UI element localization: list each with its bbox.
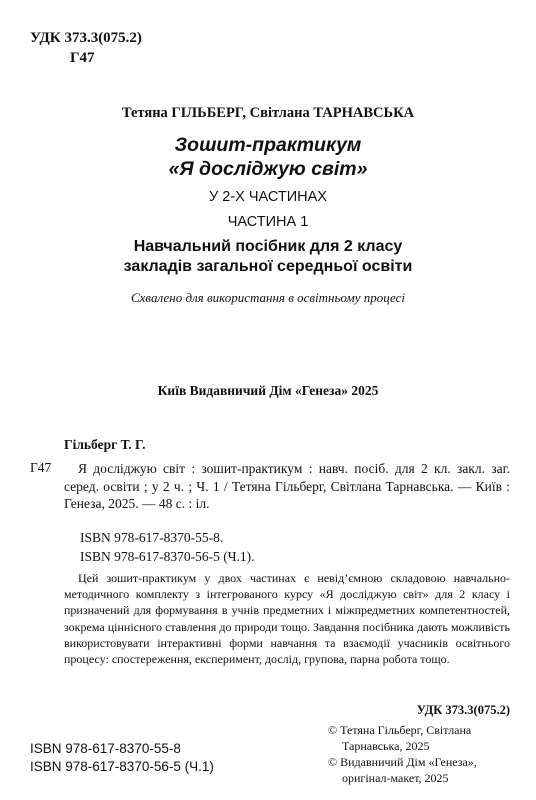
footer-isbn-2: ISBN 978-617-8370-56-5 (Ч.1) bbox=[30, 759, 214, 774]
book-title-line1: Зошит-практикум bbox=[174, 134, 362, 156]
copyright-publisher-line2: оригінал-макет, 2025 bbox=[342, 770, 449, 785]
part-number: ЧАСТИНА 1 bbox=[227, 214, 309, 230]
copyright-authors bbox=[328, 723, 518, 754]
book-title-line2: «Я досліджую світ» bbox=[168, 158, 368, 180]
publisher-line: Київ Видавничий Дім «Генеза» 2025 bbox=[157, 383, 379, 398]
approval-note: Схвалено для використання в освітньому процесі bbox=[130, 290, 406, 305]
catalog-author: Гільберг Т. Г. bbox=[64, 437, 146, 452]
udk-code: УДК 373.3(075.2) bbox=[30, 30, 142, 46]
copyright-authors-line2: Тарнавська, 2025 bbox=[342, 738, 430, 753]
copyright-authors-line1: © Тетяна Гільберг, Світлана bbox=[328, 723, 472, 737]
parts-count: У 2-Х ЧАСТИНАХ bbox=[209, 189, 327, 205]
catalog-udk: УДК 373.3(075.2) bbox=[416, 703, 510, 717]
copyright-publisher bbox=[328, 755, 518, 786]
copyright-publisher-line1: © Видавничий Дім «Генеза», bbox=[328, 755, 477, 769]
catalog-isbn-1: ISBN 978-617-8370-55-8. bbox=[80, 530, 224, 545]
subtitle bbox=[0, 237, 536, 277]
author-mark-code: Г47 bbox=[70, 50, 95, 66]
authors: Тетяна ГІЛЬБЕРГ, Світлана ТАРНАВСЬКА bbox=[121, 105, 415, 121]
catalog-description: Я досліджую світ : зошит-практикум : навч. посіб. для 2 кл. закл. заг. серед. освіти ; у 2 ч. ; Ч. 1 / Тетяна Гільберг, Світлана Тарнавська. — Київ : Генеза, 2025. — 48 с. : іл. bbox=[64, 461, 510, 511]
subtitle-text: Навчальний посібник для 2 класу закладів загальної середньої освіти bbox=[123, 238, 413, 275]
catalog-code: Г47 bbox=[30, 460, 52, 475]
catalog-annotation: Цей зошит-практикум у двох частинах є невід’ємною складовою навчально-методичного комплекту з інтегрованого курсу «Я досліджую світ» для 2 класу і призначений для формування в учнів предметних і міжпредметних компетентностей, зокрема ціннісного ставлення до природи тощо. Завдання посібника дають можливість використовувати інтерактивні форми навчання та взаємодії учасників освітнього процесу: спостереження, експеримент, дослід, групова, парна робота тощо. bbox=[64, 571, 510, 667]
catalog-isbn-2: ISBN 978-617-8370-56-5 (Ч.1). bbox=[80, 549, 255, 564]
footer-isbn-1: ISBN 978-617-8370-55-8 bbox=[30, 741, 181, 756]
